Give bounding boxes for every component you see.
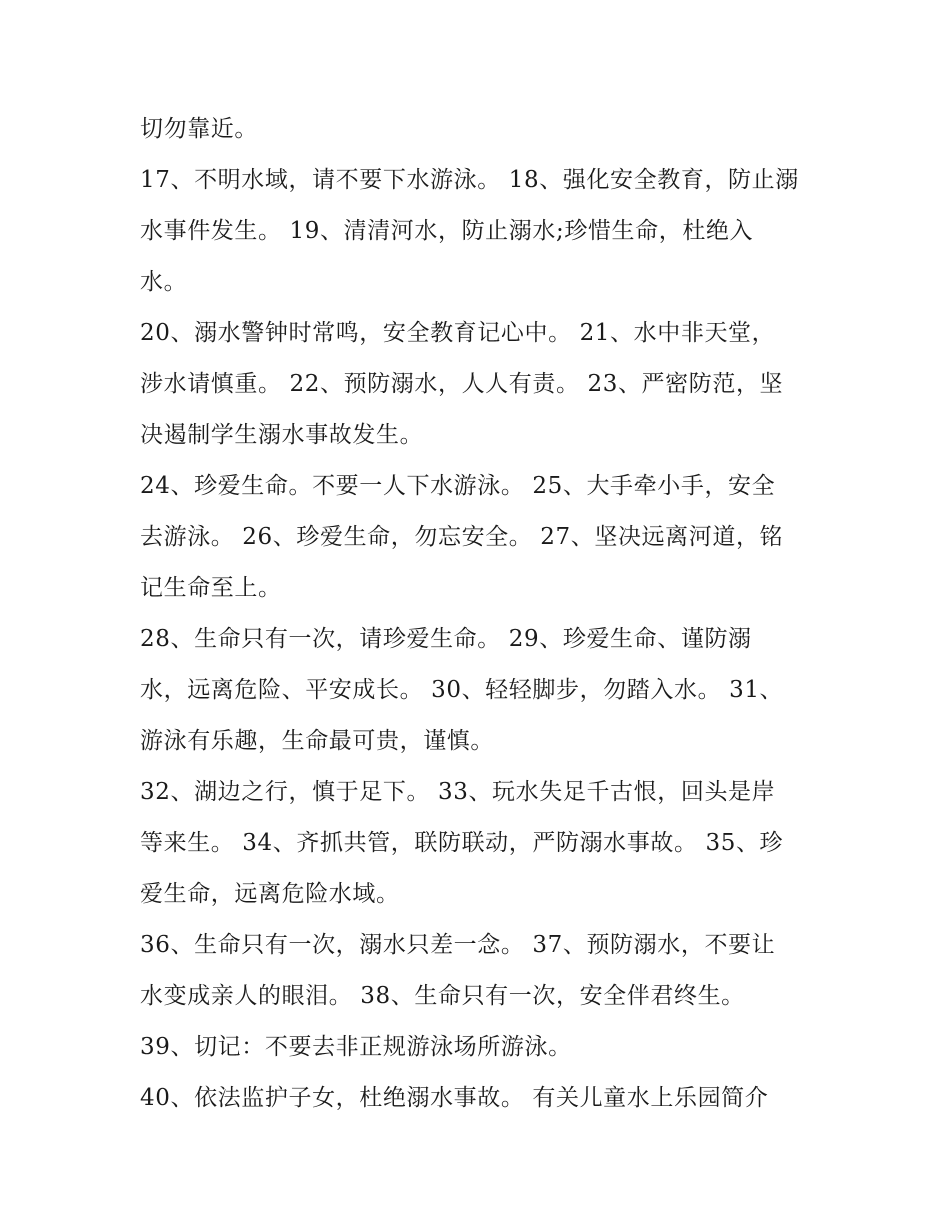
text-line: 记生命至上。 — [140, 575, 282, 601]
text-line: 17、不明水域，请不要下水游泳。 18、强化安全教育，防止溺 — [140, 167, 799, 193]
text-line: 28、生命只有一次，请珍爱生命。 29、珍爱生命、谨防溺 — [140, 626, 752, 652]
text-line: 爱生命，远离危险水域。 — [140, 881, 400, 907]
text-line: 24、珍爱生命。不要一人下水游泳。 25、大手牵小手，安全 — [140, 473, 776, 499]
text-line: 20、溺水警钟时常鸣，安全教育记心中。 21、水中非天堂， — [140, 320, 776, 346]
text-line: 水变成亲人的眼泪。 38、生命只有一次，安全伴君终生。 — [140, 983, 745, 1009]
text-line: 39、切记：不要去非正规游泳场所游泳。 — [140, 1034, 572, 1060]
text-line: 涉水请慎重。 22、预防溺水，人人有责。 23、严密防范，坚 — [140, 371, 784, 397]
text-line: 水事件发生。 19、清清河水，防止溺水;珍惜生命，杜绝入 — [140, 218, 754, 244]
text-line: 游泳有乐趣，生命最可贵，谨慎。 — [140, 728, 494, 754]
text-line: 水。 — [140, 269, 188, 295]
text-line: 32、湖边之行，慎于足下。 33、玩水失足千古恨，回头是岸 — [140, 779, 776, 805]
text-line: 等来生。 34、齐抓共管，联防联动，严防溺水事故。 35、珍 — [140, 830, 784, 856]
text-line: 决遏制学生溺水事故发生。 — [140, 422, 424, 448]
text-line: 40、依法监护子女，杜绝溺水事故。 有关儿童水上乐园简介 — [140, 1085, 769, 1111]
text-line: 36、生命只有一次，溺水只差一念。 37、预防溺水，不要让 — [140, 932, 776, 958]
text-line: 水，远离危险、平安成长。 30、轻轻脚步，勿踏入水。 31、 — [140, 677, 784, 703]
body-text — [140, 104, 820, 1124]
text-line: 去游泳。 26、珍爱生命，勿忘安全。 27、坚决远离河道，铭 — [140, 524, 784, 550]
text-line: 切勿靠近。 — [140, 116, 258, 142]
